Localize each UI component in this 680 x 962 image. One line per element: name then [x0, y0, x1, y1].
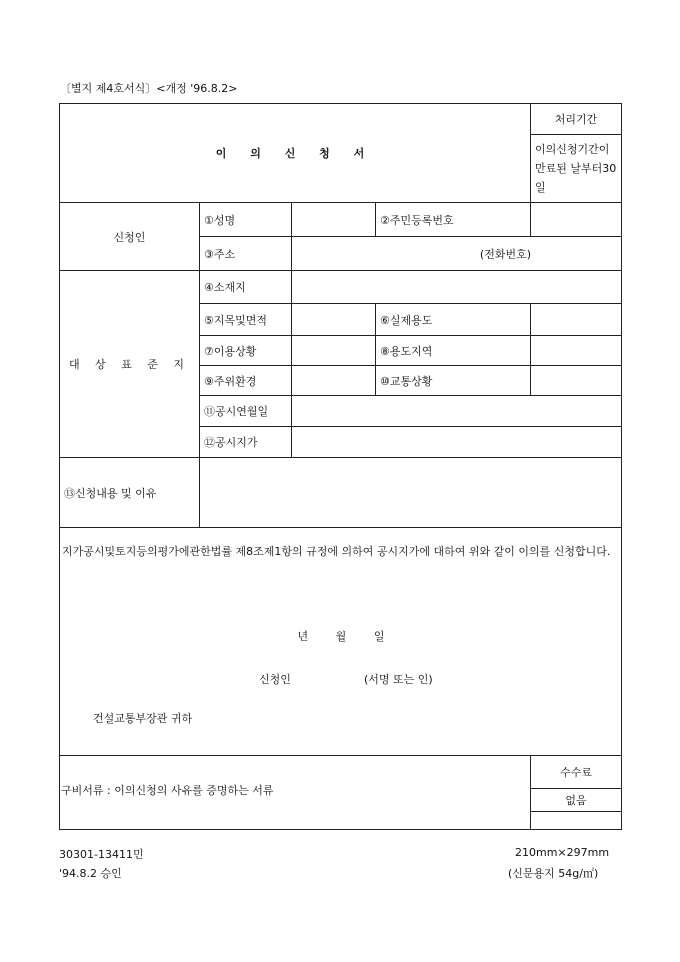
surroundings-field[interactable] — [292, 366, 376, 396]
form-code: 30301-13411민 — [59, 848, 144, 861]
signature-label: (서명 또는 인) — [364, 673, 433, 686]
actual-use-field[interactable] — [531, 304, 622, 336]
objection-form — [59, 103, 622, 830]
day-label: 일 — [373, 630, 385, 643]
surroundings-label: ⑨주위환경 — [200, 366, 292, 396]
address-label: ③주소 — [200, 237, 292, 271]
processing-period-label: 처리기간 — [531, 104, 622, 135]
notice-date-label: ⑪공시연월일 — [200, 396, 292, 427]
applicant-section-label: 신청인 — [60, 203, 200, 271]
notice-price-label: ⑫공시지가 — [200, 427, 292, 458]
phone-label: (전화번호) — [479, 247, 532, 261]
location-field[interactable] — [292, 271, 622, 304]
category-area-field[interactable] — [292, 304, 376, 336]
date-line — [60, 628, 622, 644]
fee-label: 수수료 — [531, 756, 622, 789]
approval-date: '94.8.2 승인 — [59, 867, 122, 880]
zoning-field[interactable] — [531, 336, 622, 366]
declaration-block — [60, 528, 622, 756]
fee-blank — [531, 812, 622, 830]
category-area-label: ⑤지목및면적 — [200, 304, 292, 336]
usage-status-label: ⑦이용상황 — [200, 336, 292, 366]
form-title: 이 의 신 청 서 — [60, 104, 531, 203]
zoning-label: ⑧용도지역 — [376, 336, 531, 366]
resident-number-label: ②주민등록번호 — [376, 203, 531, 237]
target-land-section-label: 대 상 표 준 지 — [60, 271, 200, 458]
traffic-field[interactable] — [531, 366, 622, 396]
attachments-text: 구비서류 : 이의신청의 사유를 증명하는 서류 — [60, 756, 531, 830]
traffic-label: ⑩교통상황 — [376, 366, 531, 396]
signing-applicant-label: 신청인 — [259, 673, 291, 686]
reason-label: ⑬신청내용 및 이유 — [60, 458, 200, 528]
declaration-text: 지가공시및토지등의평가에관한법률 제8조제1항의 규정에 의하여 공시지가에 대하여 위와 같이 이의를 신청합니다. — [62, 545, 611, 558]
recipient: 건설교통부장관 귀하 — [93, 712, 193, 725]
reason-field[interactable] — [200, 458, 622, 528]
usage-status-field[interactable] — [292, 336, 376, 366]
month-label: 월 — [335, 630, 347, 643]
form-number: 〔별지 제4호서식〕<개정 '96.8.2> — [60, 82, 238, 95]
notice-price-field[interactable] — [292, 427, 622, 458]
resident-number-field[interactable] — [531, 203, 622, 237]
year-label: 년 — [297, 630, 309, 643]
address-field[interactable] — [292, 237, 622, 271]
notice-date-field[interactable] — [292, 396, 622, 427]
processing-period-value: 이의신청기간이 만료된 날부터30일 — [531, 135, 622, 203]
name-label: ①성명 — [200, 203, 292, 237]
paper-size: 210mm×297mm — [515, 846, 610, 859]
fee-value: 없음 — [531, 789, 622, 812]
location-label: ④소재지 — [200, 271, 292, 304]
paper-type: (신문용지 54g/㎡) — [508, 867, 599, 880]
name-field[interactable] — [292, 203, 376, 237]
actual-use-label: ⑥실제용도 — [376, 304, 531, 336]
